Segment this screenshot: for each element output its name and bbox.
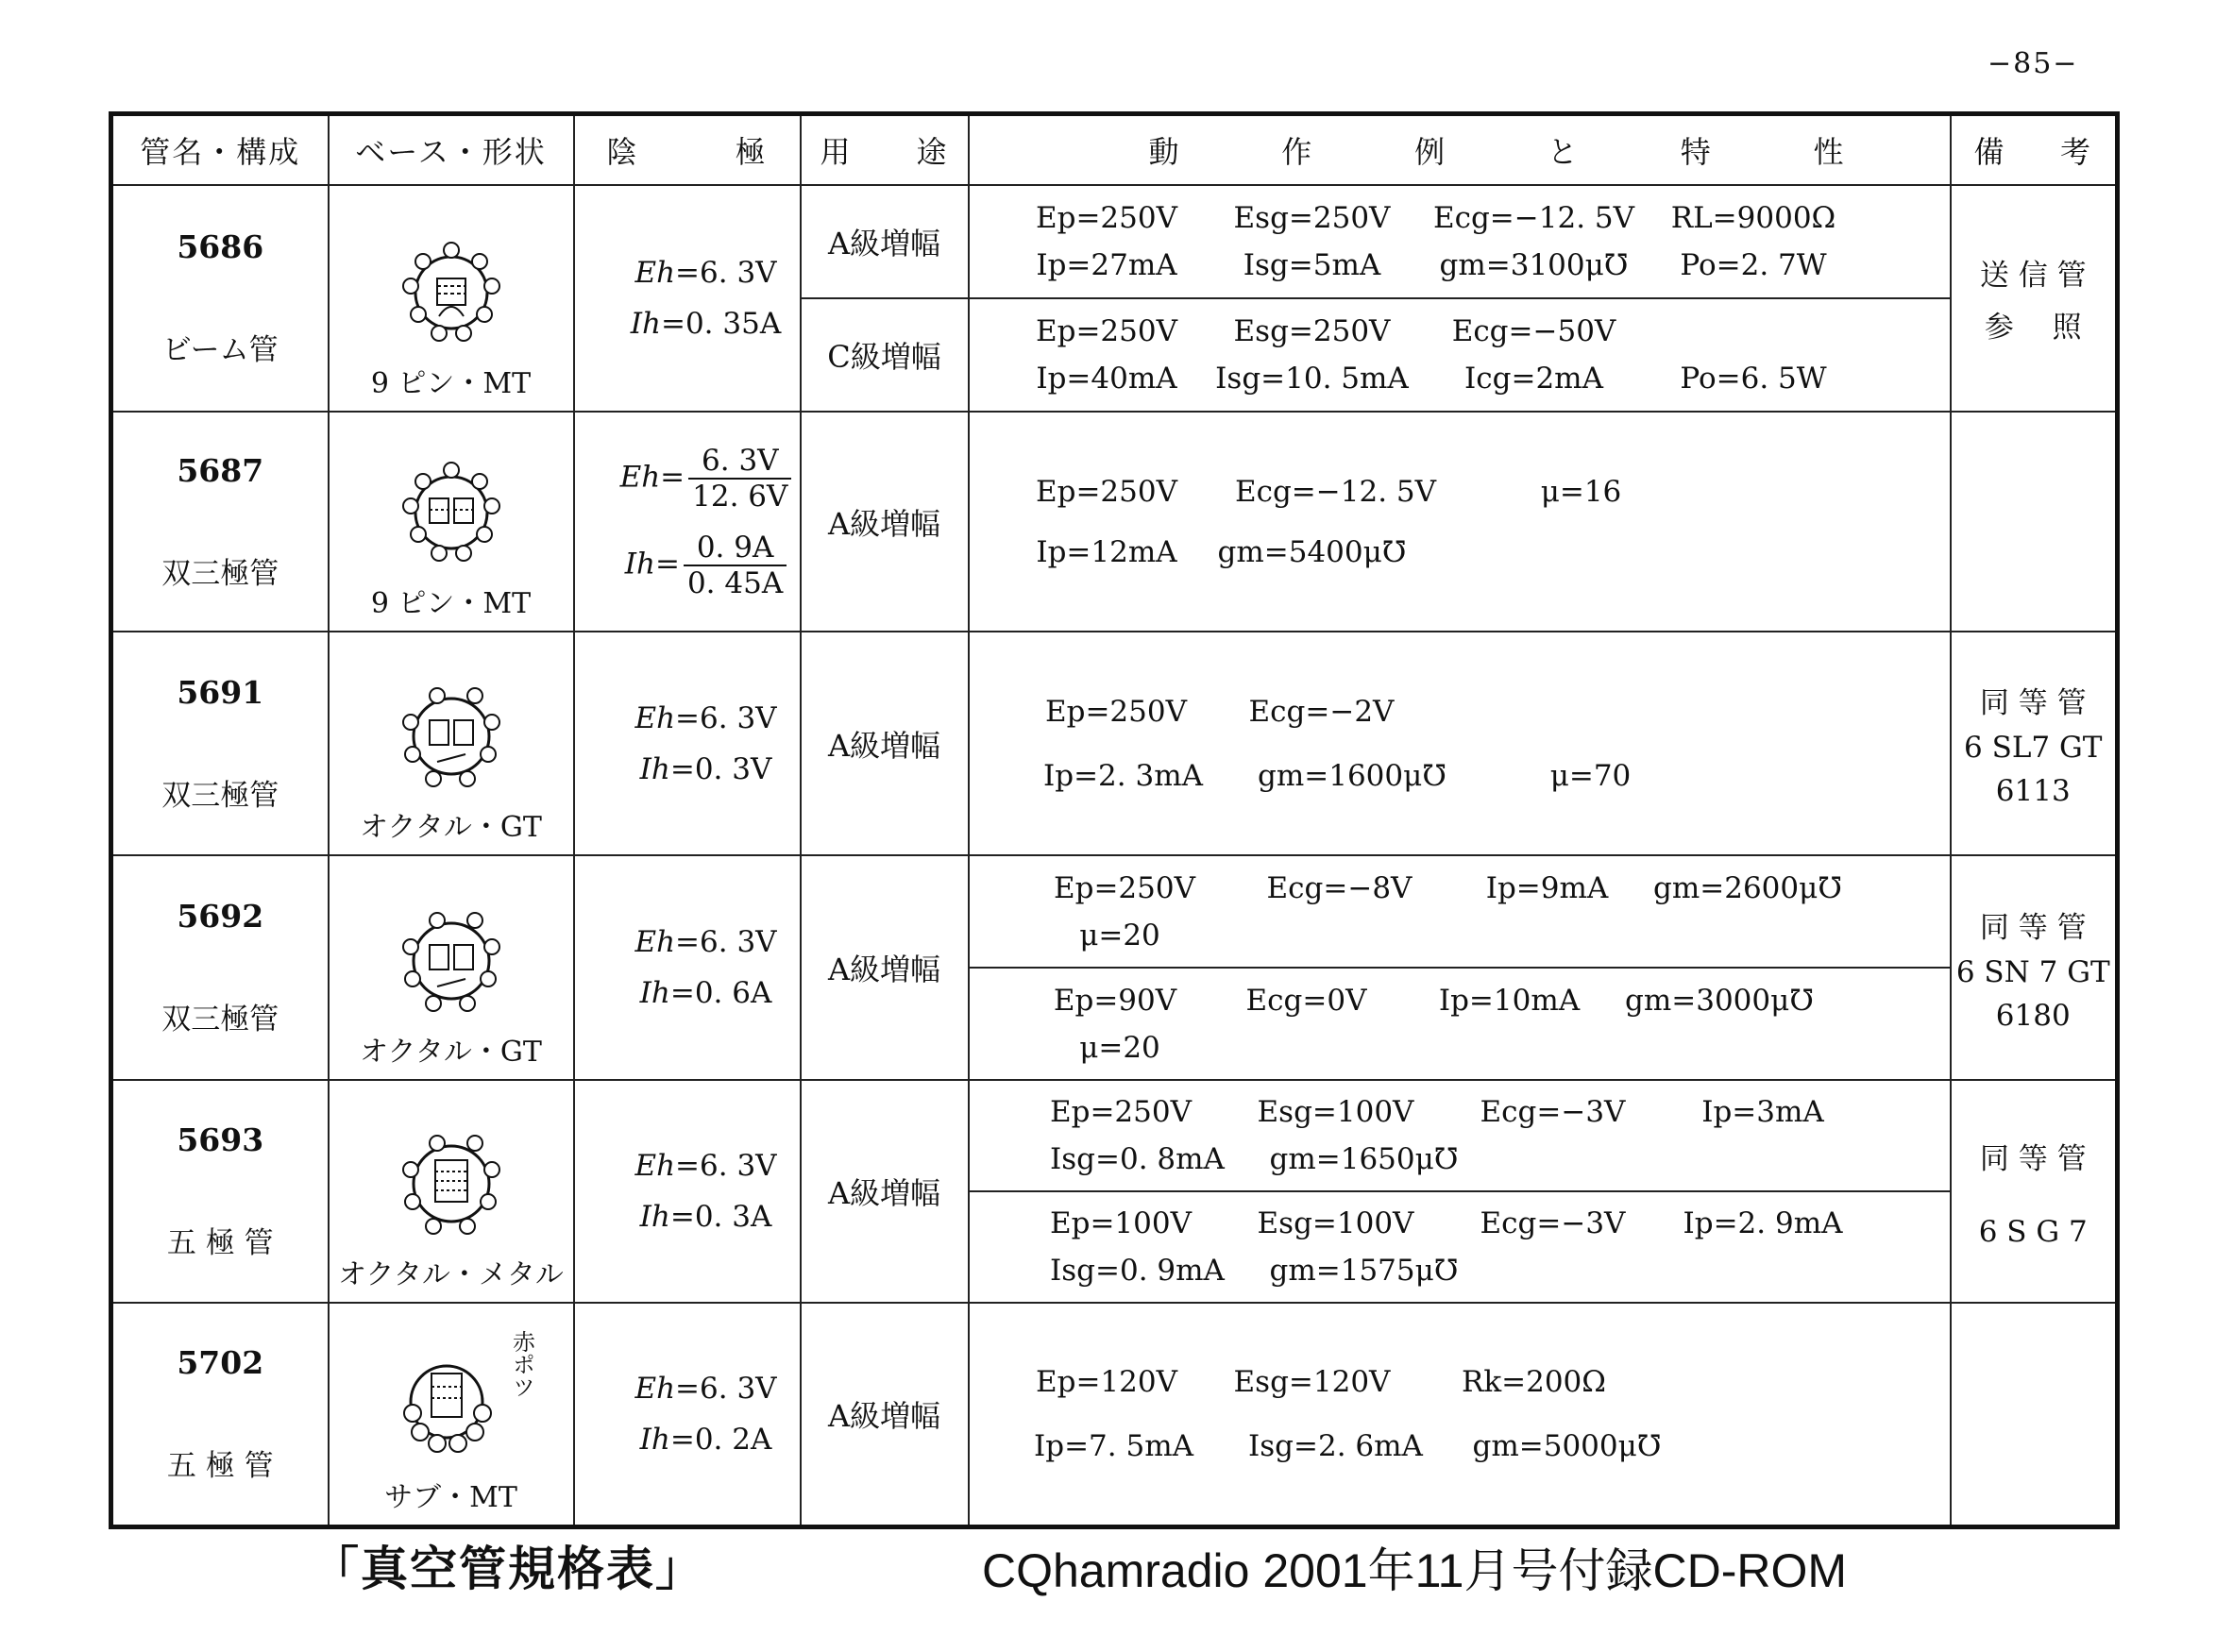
operation-example: Ep=100V Esg=100V Ecg=−3V Ip=2. 9mA Isg=0. 9mA gm=1575μ℧ bbox=[970, 1190, 1950, 1302]
use-cell: A級増幅 bbox=[801, 1080, 969, 1303]
tube-type: 双三極管 bbox=[161, 556, 279, 591]
tube-number: 5693 bbox=[177, 1121, 264, 1158]
header-notes: 備 考 bbox=[1951, 114, 2118, 186]
table-row-5686 bbox=[111, 185, 2118, 412]
use-cell: A級増幅 bbox=[801, 632, 969, 855]
base-label: 9 ピン・MT bbox=[370, 367, 532, 400]
operation-example: Ep=250V Esg=250V Ecg=−50V Ip=40mA Isg=10. 5mA Icg=2mA Po=6. 5W bbox=[970, 297, 1950, 411]
operation-example: Ep=250V Esg=100V Ecg=−3V Ip=3mA Isg=0. 8mA gm=1650μ℧ bbox=[1049, 1095, 1824, 1176]
tube-name-cell bbox=[111, 185, 329, 412]
base-cell bbox=[329, 412, 574, 632]
tube-type: 五 極 管 bbox=[166, 1448, 274, 1483]
tube-name-cell bbox=[111, 855, 329, 1080]
ih-value: 0. 3A bbox=[694, 1200, 772, 1234]
tube-base-diagram-icon bbox=[371, 900, 532, 1022]
base-cell bbox=[329, 1303, 574, 1526]
cathode-cell: Eh=6. 3V Ih=0. 3V bbox=[574, 632, 801, 855]
operation-example: Ep=250V Ecg=−2V Ip=2. 3mA gm=1600μ℧ μ=70 bbox=[1042, 694, 1632, 793]
use-cell: A級増幅 bbox=[801, 412, 969, 632]
eh-value: 6. 3V bbox=[700, 1149, 777, 1183]
footer-title: 「真空管規格表」 bbox=[312, 1542, 704, 1596]
base-cell bbox=[329, 632, 574, 855]
tube-type: 双三極管 bbox=[161, 778, 279, 813]
eh-value: 6. 3V bbox=[700, 1371, 777, 1406]
page-number: −85− bbox=[1988, 47, 2079, 80]
tube-number: 5691 bbox=[177, 673, 264, 711]
table-row-5691 bbox=[111, 632, 2118, 855]
use-cell: A級増幅 bbox=[801, 1303, 969, 1526]
ih-value: 0. 6A bbox=[694, 976, 772, 1010]
footer-source: CQhamradio 2001年11月号付録CD-ROM bbox=[982, 1544, 1847, 1597]
eh-value: 6. 3V bbox=[700, 925, 777, 959]
base-label: オクタル・GT bbox=[360, 1036, 542, 1069]
tube-name-cell bbox=[111, 1080, 329, 1303]
base-label: 9 ピン・MT bbox=[370, 587, 532, 620]
tube-name-cell bbox=[111, 1303, 329, 1526]
base-cell bbox=[329, 855, 574, 1080]
eh-value: 6. 3V bbox=[700, 256, 777, 290]
operation-example: Ep=120V Esg=120V Rk=200Ω Ip=7. 5mA Isg=2. 6mA gm=5000μ℧ bbox=[1033, 1364, 1662, 1463]
use-cell: A級増幅 C級増幅 bbox=[801, 185, 969, 412]
tube-name-cell bbox=[111, 412, 329, 632]
operation-example: Ep=250V Esg=250V Ecg=−12. 5V RL=9000Ω Ip=27mA Isg=5mA gm=3100μ℧ Po=2. 7W bbox=[1035, 201, 1836, 282]
table-row-5687 bbox=[111, 412, 2118, 632]
operation-cell bbox=[969, 632, 1951, 855]
ih-value: 0. 35A bbox=[685, 307, 782, 341]
cathode-cell: Eh= $\frac{6. 3V}{12. 6V}$ Ih= $\frac{0. 9A}{0. 45A}$ bbox=[574, 412, 801, 632]
notes-cell: 送 信 管 参 照 bbox=[1951, 185, 2118, 412]
operation-cell bbox=[969, 855, 1951, 1080]
operation-cell bbox=[969, 1303, 1951, 1526]
header-tube: 管名・構成 bbox=[111, 114, 329, 186]
notes-cell: 同 等 管 6 SL7 GT 6113 bbox=[1951, 632, 2118, 855]
tube-number: 5702 bbox=[177, 1343, 264, 1381]
operation-cell bbox=[969, 412, 1951, 632]
tube-type: 五 極 管 bbox=[166, 1226, 274, 1260]
notes-cell bbox=[1951, 1303, 2118, 1526]
eh-value: 6. 3V bbox=[700, 700, 777, 735]
header-base: ベース・形状 bbox=[329, 114, 574, 186]
notes-cell: 同 等 管 6 S G 7 bbox=[1951, 1080, 2118, 1303]
header-use: 用 途 bbox=[801, 114, 969, 186]
table-row-5702 bbox=[111, 1303, 2118, 1526]
header-ops: 動 作 例 と 特 性 bbox=[969, 114, 1951, 186]
table-header-row bbox=[111, 114, 2118, 186]
tube-number: 5692 bbox=[177, 898, 264, 935]
tube-base-diagram-icon bbox=[371, 231, 532, 354]
tube-type: 双三極管 bbox=[161, 1003, 279, 1037]
operation-cell bbox=[969, 185, 1951, 412]
tube-spec-table bbox=[109, 111, 2120, 1529]
cathode-cell: Eh=6. 3V Ih=0. 3A bbox=[574, 1080, 801, 1303]
cathode-cell: Eh=6. 3V Ih=0. 2A bbox=[574, 1303, 801, 1526]
tube-type: ビーム管 bbox=[161, 333, 279, 367]
tube-base-diagram-icon bbox=[371, 1122, 532, 1245]
table-row-5692 bbox=[111, 855, 2118, 1080]
notes-cell: 同 等 管 6 SN 7 GT 6180 bbox=[1951, 855, 2118, 1080]
use-cell: A級増幅 bbox=[801, 855, 969, 1080]
tube-name-cell bbox=[111, 632, 329, 855]
ih-value: 0. 3V bbox=[694, 751, 772, 786]
base-label: オクタル・GT bbox=[360, 811, 542, 844]
operation-example: Ep=250V Ecg=−8V Ip=9mA gm=2600μ℧ μ=20 bbox=[1053, 870, 1842, 952]
table-row-5693 bbox=[111, 1080, 2118, 1303]
red-dot-marking: 赤ポツ bbox=[508, 1330, 535, 1398]
base-cell bbox=[329, 185, 574, 412]
tube-number: 5686 bbox=[177, 228, 264, 265]
tube-base-diagram-icon bbox=[371, 451, 532, 574]
base-cell bbox=[329, 1080, 574, 1303]
notes-cell bbox=[1951, 412, 2118, 632]
cathode-cell: Eh=6. 3V Ih=0. 35A bbox=[574, 185, 801, 412]
tube-base-diagram-icon bbox=[371, 675, 532, 798]
base-label: サブ・MT bbox=[384, 1480, 517, 1514]
operation-example: Ep=250V Ecg=−12. 5V μ=16 Ip=12mA gm=5400μ℧ bbox=[1035, 474, 1622, 569]
tube-number: 5687 bbox=[177, 451, 264, 489]
base-label: オクタル・メタル bbox=[338, 1258, 564, 1291]
cathode-cell: Eh=6. 3V Ih=0. 6A bbox=[574, 855, 801, 1080]
header-cathode: 陰 極 bbox=[574, 114, 801, 186]
ih-value: 0. 2A bbox=[694, 1422, 772, 1457]
operation-example: Ep=90V Ecg=0V Ip=10mA gm=3000μ℧ μ=20 bbox=[970, 967, 1950, 1079]
operation-cell bbox=[969, 1080, 1951, 1303]
